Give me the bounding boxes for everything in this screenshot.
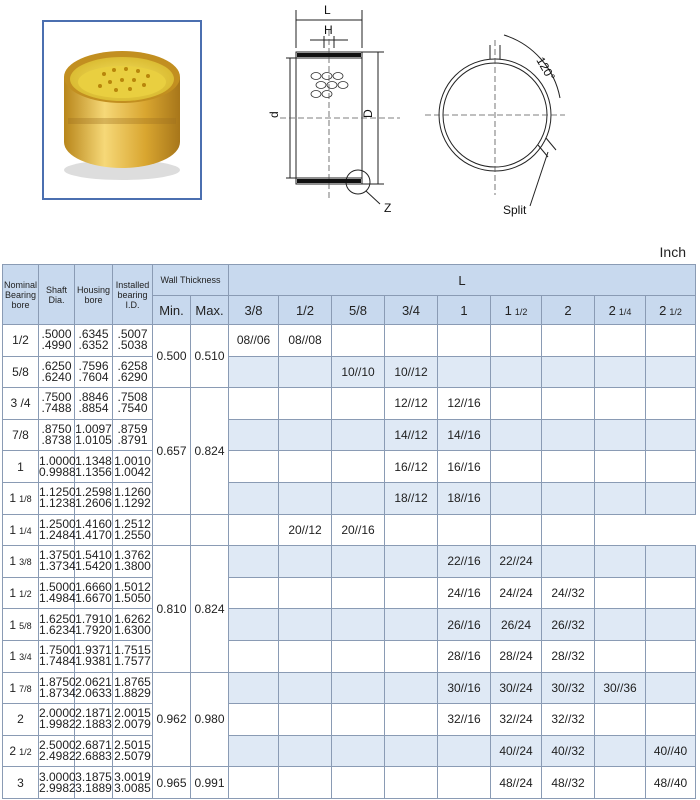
- label-H: H: [324, 23, 333, 37]
- header-length: 3/8: [229, 296, 279, 325]
- length-cell: [332, 609, 385, 641]
- length-cell: [438, 325, 491, 357]
- header-length: 1/2: [279, 296, 332, 325]
- nominal-bore-cell: 1 3/4: [3, 640, 39, 672]
- length-cell: [279, 640, 332, 672]
- wall-min-cell: 0.810: [153, 546, 191, 672]
- length-cell: [438, 514, 491, 546]
- shaft-cell: 1.6250 1.6234: [39, 609, 75, 641]
- length-cell: [279, 419, 332, 451]
- length-cell: [229, 704, 279, 736]
- housing-cell: 1.1348 1.1356: [75, 451, 113, 483]
- length-cell: [491, 325, 542, 357]
- length-cell: [385, 514, 438, 546]
- installed-cell: 1.6262 1.6300: [113, 609, 153, 641]
- length-cell: [646, 356, 696, 388]
- length-cell: 30//32: [542, 672, 595, 704]
- length-cell: [385, 735, 438, 767]
- length-cell: [646, 640, 696, 672]
- nominal-bore-cell: 1 3/8: [3, 546, 39, 578]
- housing-cell: 1.2598 1.2606: [75, 482, 113, 514]
- header-L: L: [229, 265, 696, 296]
- length-cell: [646, 672, 696, 704]
- length-cell: [646, 451, 696, 483]
- length-cell: [385, 640, 438, 672]
- length-cell: 48//32: [542, 767, 595, 799]
- table-row: [3, 514, 696, 546]
- table-row: [3, 640, 696, 672]
- length-cell: 12//12: [385, 388, 438, 420]
- housing-cell: 1.4160 1.4170: [75, 514, 113, 546]
- length-cell: [332, 419, 385, 451]
- label-D: D: [361, 109, 375, 118]
- header-min: Min.: [153, 296, 191, 325]
- length-cell: [229, 514, 279, 546]
- length-cell: 24//32: [542, 577, 595, 609]
- length-cell: [491, 388, 542, 420]
- housing-cell: 2.1871 2.1883: [75, 704, 113, 736]
- length-cell: [153, 514, 191, 546]
- length-cell: [646, 419, 696, 451]
- shaft-cell: .5000 .4990: [39, 325, 75, 357]
- length-cell: [595, 609, 646, 641]
- length-cell: [491, 451, 542, 483]
- housing-cell: .7596 .7604: [75, 356, 113, 388]
- length-cell: [542, 451, 595, 483]
- length-cell: [542, 482, 595, 514]
- length-cell: 10//10: [332, 356, 385, 388]
- length-cell: 16//16: [438, 451, 491, 483]
- length-cell: [332, 735, 385, 767]
- length-cell: [595, 546, 646, 578]
- length-cell: [385, 704, 438, 736]
- length-cell: [438, 356, 491, 388]
- length-cell: 32//24: [491, 704, 542, 736]
- shaft-cell: .8750 .8738: [39, 419, 75, 451]
- table-row: [3, 482, 696, 514]
- length-cell: [332, 704, 385, 736]
- installed-cell: 1.1260 1.1292: [113, 482, 153, 514]
- wall-min-cell: 0.965: [153, 767, 191, 799]
- length-cell: [595, 735, 646, 767]
- header-length: 5/8: [332, 296, 385, 325]
- length-cell: [229, 767, 279, 799]
- header-housing: Housing bore: [75, 265, 113, 325]
- length-cell: [542, 388, 595, 420]
- header-wall-thickness: Wall Thickness: [153, 265, 229, 296]
- length-cell: 12//16: [438, 388, 491, 420]
- length-cell: [385, 546, 438, 578]
- table-row: [3, 735, 696, 767]
- length-cell: [229, 735, 279, 767]
- header-length: 3/4: [385, 296, 438, 325]
- length-cell: 48//24: [491, 767, 542, 799]
- header-nominal: Nominal Bearing bore: [3, 265, 39, 325]
- shaft-cell: .6250 .6240: [39, 356, 75, 388]
- length-cell: 20//12: [279, 514, 332, 546]
- length-cell: [332, 577, 385, 609]
- length-cell: [229, 482, 279, 514]
- length-cell: [332, 672, 385, 704]
- length-cell: 32//32: [542, 704, 595, 736]
- table-row: [3, 577, 696, 609]
- length-cell: 48//40: [646, 767, 696, 799]
- installed-cell: 1.0010 1.0042: [113, 451, 153, 483]
- label-d: d: [267, 111, 281, 118]
- length-cell: 16//12: [385, 451, 438, 483]
- length-cell: [332, 546, 385, 578]
- installed-cell: .8759 .8791: [113, 419, 153, 451]
- label-angle: 120°: [533, 54, 558, 84]
- header-length: 1 1/2: [491, 296, 542, 325]
- nominal-bore-cell: 1 1/8: [3, 482, 39, 514]
- label-L: L: [324, 3, 331, 17]
- length-cell: [595, 640, 646, 672]
- header-length: 1: [438, 296, 491, 325]
- nominal-bore-cell: 1: [3, 451, 39, 483]
- nominal-bore-cell: 5/8: [3, 356, 39, 388]
- length-cell: [279, 482, 332, 514]
- wall-max-cell: 0.824: [191, 388, 229, 514]
- length-cell: [279, 546, 332, 578]
- length-cell: 30//36: [595, 672, 646, 704]
- table-row: [3, 767, 696, 799]
- length-cell: 26//16: [438, 609, 491, 641]
- length-cell: 30//16: [438, 672, 491, 704]
- length-cell: 22//16: [438, 546, 491, 578]
- length-cell: [646, 325, 696, 357]
- shaft-cell: 1.5000 1.4984: [39, 577, 75, 609]
- length-cell: 32//16: [438, 704, 491, 736]
- length-cell: [332, 767, 385, 799]
- housing-cell: 2.0621 2.0633: [75, 672, 113, 704]
- length-cell: [279, 356, 332, 388]
- length-cell: 28//24: [491, 640, 542, 672]
- header-shaft: Shaft Dia.: [39, 265, 75, 325]
- length-cell: [646, 388, 696, 420]
- length-cell: 14//16: [438, 419, 491, 451]
- length-cell: [279, 735, 332, 767]
- wall-max-cell: 0.510: [191, 325, 229, 388]
- length-cell: [332, 640, 385, 672]
- housing-cell: 1.7910 1.7920: [75, 609, 113, 641]
- length-cell: [595, 482, 646, 514]
- length-cell: [385, 672, 438, 704]
- length-cell: [332, 482, 385, 514]
- wall-min-cell: 0.500: [153, 325, 191, 388]
- length-cell: [595, 451, 646, 483]
- table-row: [3, 388, 696, 420]
- housing-cell: .6345 .6352: [75, 325, 113, 357]
- length-cell: [646, 609, 696, 641]
- length-cell: [229, 419, 279, 451]
- length-cell: [229, 577, 279, 609]
- installed-cell: 2.5015 2.5079: [113, 735, 153, 767]
- length-cell: [646, 577, 696, 609]
- housing-cell: .8846 .8854: [75, 388, 113, 420]
- length-cell: 30//24: [491, 672, 542, 704]
- length-cell: [332, 388, 385, 420]
- bearing-drawing: [260, 0, 590, 235]
- bearing-photo: [42, 20, 202, 200]
- housing-cell: 1.9371 1.9381: [75, 640, 113, 672]
- length-cell: [491, 482, 542, 514]
- length-cell: [279, 451, 332, 483]
- installed-cell: 1.5012 1.5050: [113, 577, 153, 609]
- length-cell: 18//12: [385, 482, 438, 514]
- nominal-bore-cell: 1 1/4: [3, 514, 39, 546]
- wall-max-cell: 0.824: [191, 546, 229, 672]
- shaft-cell: 1.3750 1.3734: [39, 546, 75, 578]
- table-row: [3, 451, 696, 483]
- nominal-bore-cell: 1 7/8: [3, 672, 39, 704]
- bushing-image: [44, 22, 200, 198]
- length-cell: 18//16: [438, 482, 491, 514]
- shaft-cell: 1.2500 1.2484: [39, 514, 75, 546]
- length-cell: [438, 735, 491, 767]
- length-cell: [595, 325, 646, 357]
- length-cell: [332, 325, 385, 357]
- length-cell: 28//16: [438, 640, 491, 672]
- length-cell: 40//40: [646, 735, 696, 767]
- table-row: [3, 609, 696, 641]
- table-row: [3, 356, 696, 388]
- length-cell: [595, 767, 646, 799]
- length-cell: 24//24: [491, 577, 542, 609]
- installed-cell: .7508 .7540: [113, 388, 153, 420]
- length-cell: [438, 767, 491, 799]
- shaft-cell: 1.1250 1.1238: [39, 482, 75, 514]
- nominal-bore-cell: 3 /4: [3, 388, 39, 420]
- wall-min-cell: 0.657: [153, 388, 191, 514]
- installed-cell: 2.0015 2.0079: [113, 704, 153, 736]
- header-length: 2 1/2: [646, 296, 696, 325]
- wall-min-cell: 0.962: [153, 672, 191, 767]
- length-cell: [332, 451, 385, 483]
- header-length: 2 1/4: [595, 296, 646, 325]
- length-cell: [191, 514, 229, 546]
- nominal-bore-cell: 2: [3, 704, 39, 736]
- unit-label: Inch: [659, 244, 686, 260]
- header-length: 2: [542, 296, 595, 325]
- shaft-cell: 1.8750 1.8734: [39, 672, 75, 704]
- wall-max-cell: 0.980: [191, 672, 229, 767]
- length-cell: 10//12: [385, 356, 438, 388]
- length-cell: [229, 609, 279, 641]
- table-row: [3, 419, 696, 451]
- label-Z: Z: [384, 201, 392, 215]
- installed-cell: .6258 .6290: [113, 356, 153, 388]
- length-cell: 26/24: [491, 609, 542, 641]
- header-max: Max.: [191, 296, 229, 325]
- length-cell: [279, 704, 332, 736]
- table-row: [3, 546, 696, 578]
- length-cell: [595, 577, 646, 609]
- length-cell: 40//32: [542, 735, 595, 767]
- length-cell: [279, 767, 332, 799]
- header-installed: Installed bearing I.D.: [113, 265, 153, 325]
- table-row: [3, 672, 696, 704]
- installed-cell: 1.7515 1.7577: [113, 640, 153, 672]
- housing-cell: 1.5410 1.5420: [75, 546, 113, 578]
- length-cell: [385, 767, 438, 799]
- length-cell: [646, 482, 696, 514]
- length-cell: [279, 609, 332, 641]
- label-split: Split: [503, 203, 527, 217]
- wall-max-cell: 0.991: [191, 767, 229, 799]
- nominal-bore-cell: 7/8: [3, 419, 39, 451]
- nominal-bore-cell: 2 1/2: [3, 735, 39, 767]
- length-cell: 08//06: [229, 325, 279, 357]
- length-cell: [595, 388, 646, 420]
- length-cell: 24//16: [438, 577, 491, 609]
- table-row: [3, 325, 696, 357]
- length-cell: 28//32: [542, 640, 595, 672]
- length-cell: [491, 514, 542, 546]
- length-cell: [646, 546, 696, 578]
- length-cell: 20//16: [332, 514, 385, 546]
- length-cell: [385, 325, 438, 357]
- length-cell: [229, 640, 279, 672]
- length-cell: [279, 672, 332, 704]
- installed-cell: 1.2512 1.2550: [113, 514, 153, 546]
- length-cell: [229, 451, 279, 483]
- housing-cell: 1.0097 1.0105: [75, 419, 113, 451]
- length-cell: [646, 704, 696, 736]
- length-cell: [542, 356, 595, 388]
- shaft-cell: 2.0000 1.9982: [39, 704, 75, 736]
- length-cell: 08//08: [279, 325, 332, 357]
- housing-cell: 1.6660 1.6670: [75, 577, 113, 609]
- length-cell: [229, 388, 279, 420]
- length-cell: [491, 356, 542, 388]
- length-cell: [595, 419, 646, 451]
- installed-cell: 1.8765 1.8829: [113, 672, 153, 704]
- housing-cell: 3.1875 3.1889: [75, 767, 113, 799]
- shaft-cell: 2.5000 2.4982: [39, 735, 75, 767]
- length-cell: [385, 609, 438, 641]
- nominal-bore-cell: 1 1/2: [3, 577, 39, 609]
- length-cell: [542, 514, 595, 546]
- length-cell: [229, 356, 279, 388]
- length-cell: [595, 704, 646, 736]
- length-cell: [385, 577, 438, 609]
- housing-cell: 2.6871 2.6883: [75, 735, 113, 767]
- shaft-cell: 1.0000 0.9988: [39, 451, 75, 483]
- length-cell: [279, 577, 332, 609]
- length-cell: [542, 546, 595, 578]
- nominal-bore-cell: 3: [3, 767, 39, 799]
- nominal-bore-cell: 1/2: [3, 325, 39, 357]
- length-cell: [595, 356, 646, 388]
- length-cell: [229, 546, 279, 578]
- installed-cell: .5007 .5038: [113, 325, 153, 357]
- length-cell: [229, 672, 279, 704]
- shaft-cell: 3.0000 2.9982: [39, 767, 75, 799]
- length-cell: 14//12: [385, 419, 438, 451]
- installed-cell: 3.0019 3.0085: [113, 767, 153, 799]
- bearing-spec-table: [2, 264, 696, 799]
- shaft-cell: 1.7500 1.7484: [39, 640, 75, 672]
- length-cell: [279, 388, 332, 420]
- table-row: [3, 704, 696, 736]
- nominal-bore-cell: 1 5/8: [3, 609, 39, 641]
- length-cell: [491, 419, 542, 451]
- length-cell: [542, 325, 595, 357]
- length-cell: 40//24: [491, 735, 542, 767]
- length-cell: 22//24: [491, 546, 542, 578]
- length-cell: [542, 419, 595, 451]
- installed-cell: 1.3762 1.3800: [113, 546, 153, 578]
- length-cell: 26//32: [542, 609, 595, 641]
- shaft-cell: .7500 .7488: [39, 388, 75, 420]
